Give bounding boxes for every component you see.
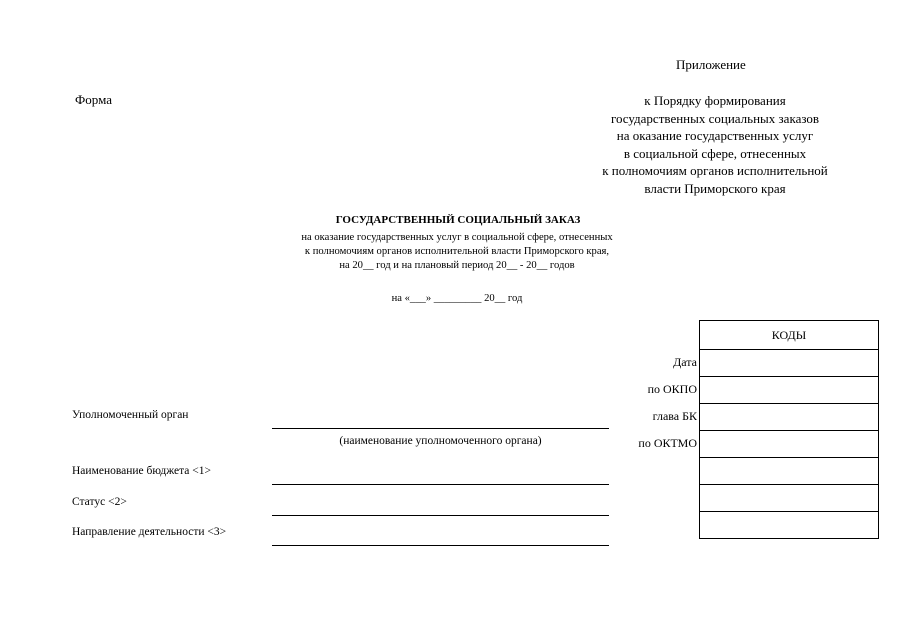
code-cell-oktmo[interactable] (700, 431, 879, 458)
status-label: Статус <2> (72, 496, 127, 508)
form-label: Форма (75, 92, 112, 107)
document-subtitle (252, 231, 662, 273)
code-cell-activity[interactable] (700, 512, 879, 539)
appendix-title: Приложение (676, 57, 746, 72)
appendix-line: к полномочиям органов исполнительной (602, 163, 828, 178)
appendix-line: к Порядку формирования (644, 93, 786, 108)
code-cell-bk-chapter[interactable] (700, 404, 879, 431)
activity-direction-label: Направление деятельности <3> (72, 526, 227, 538)
authority-input-line[interactable] (272, 428, 609, 429)
codes-table (699, 320, 879, 539)
appendix-line: государственных социальных заказов (610, 110, 820, 126)
code-cell-status[interactable] (700, 485, 879, 512)
budget-name-label: Наименование бюджета <1> (72, 465, 211, 477)
appendix-line: власти Приморского края (644, 180, 786, 196)
codes-header: КОДЫ (700, 321, 879, 350)
appendix-line: на оказание государственных услуг (616, 128, 814, 143)
code-cell-date[interactable] (700, 350, 879, 377)
code-label-date: Дата (673, 355, 697, 369)
code-label-oktmo: по ОКТМО (638, 436, 697, 450)
appendix-line: в социальной сфере, отнесенных (623, 145, 807, 161)
subtitle-line: к полномочиям органов исполнительной власти Приморского края, (304, 246, 610, 257)
status-input-line[interactable] (272, 515, 609, 516)
code-label-bk-chapter: глава БК (652, 409, 697, 423)
budget-name-input-line[interactable] (272, 484, 609, 485)
code-cell-budget[interactable] (700, 458, 879, 485)
code-cell-okpo[interactable] (700, 377, 879, 404)
subtitle-line: на оказание государственных услуг в социальной сфере, отнесенных (301, 232, 613, 243)
document-title: ГОСУДАРСТВЕННЫЙ СОЦИАЛЬНЫЙ ЗАКАЗ (335, 214, 581, 226)
activity-direction-input-line[interactable] (272, 545, 609, 546)
document-date-line: на «___» _________ 20__ год (391, 293, 523, 304)
appendix-reference (570, 92, 860, 197)
subtitle-line: на 20__ год и на плановый период 20__ - 20__ годов (339, 260, 575, 271)
authority-label: Уполномоченный орган (72, 409, 189, 421)
code-label-okpo: по ОКПО (647, 382, 697, 396)
authority-caption: (наименование уполномоченного органа) (339, 435, 542, 447)
